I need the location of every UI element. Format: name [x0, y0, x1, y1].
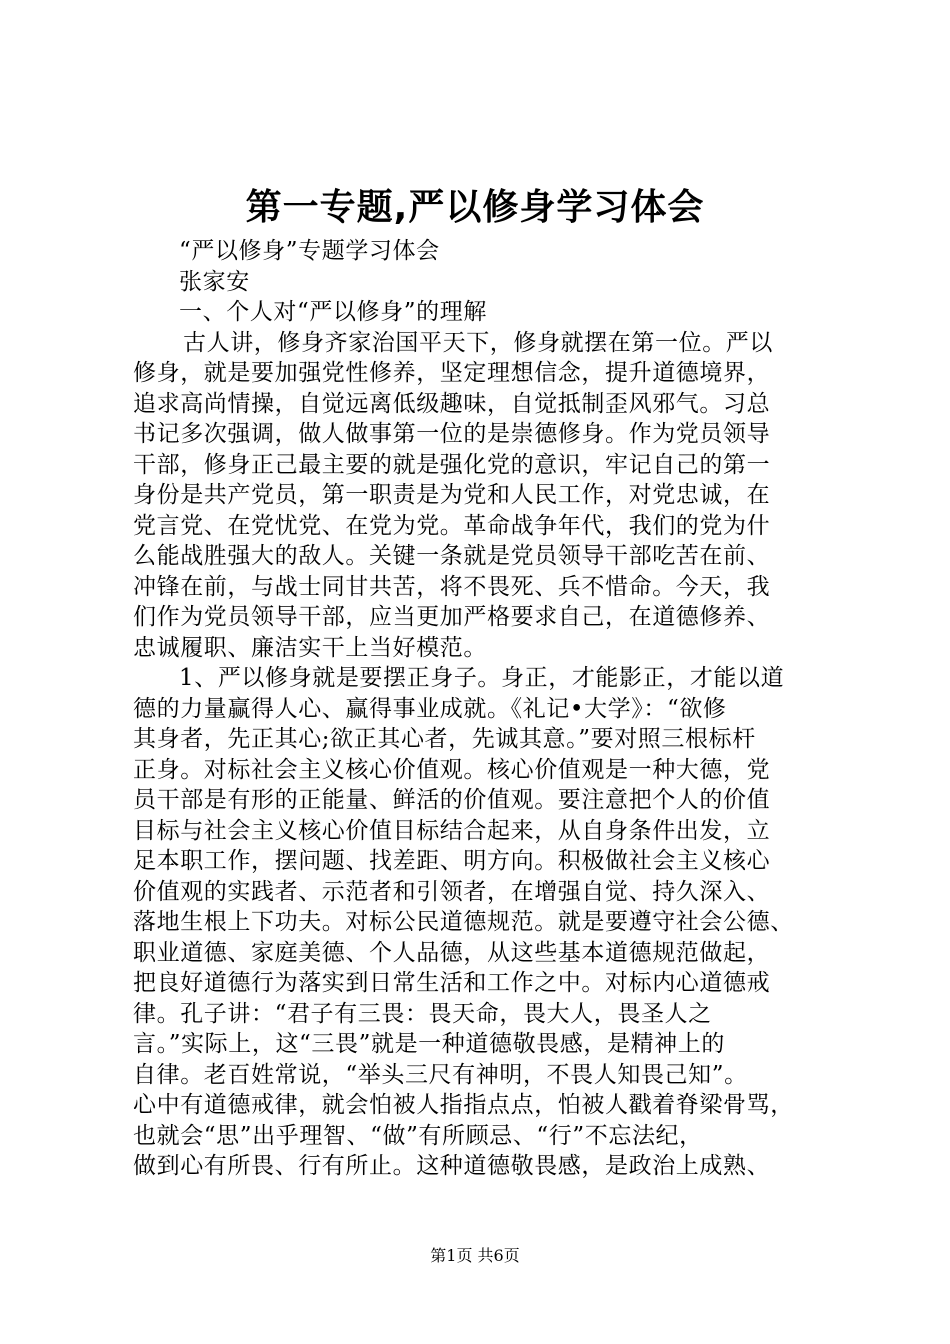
section-heading: 一、个人对“严以修身”的理解	[179, 299, 487, 325]
paragraph-line: 其身者，先正其心;欲正其心者，先诚其意。”要对照三根标杆	[133, 726, 756, 752]
paragraph-line: 么能战胜强大的敌人。关键一条就是党员领导干部吃苦在前、	[133, 543, 771, 569]
paragraph-line: 忠诚履职、廉洁实干上当好模范。	[133, 634, 487, 661]
paragraph-line: 追求高尚情操，自觉远离低级趣味，自觉抵制歪风邪气。习总	[133, 390, 771, 417]
paragraph-line: 干部，修身正己最主要的就是强化党的意识，牢记自己的第一	[133, 451, 771, 478]
paragraph-line: 身份是共产党员，第一职责是为党和人民工作，对党忠诚，在	[133, 482, 771, 508]
paragraph-line: 言。”实际上，这“三畏”就是一种道德敬畏感，是精神上的	[133, 1031, 725, 1057]
author-line: 张家安	[179, 268, 250, 295]
paragraph-line: 把良好道德行为落实到日常生活和工作之中。对标内心道德戒	[133, 970, 771, 996]
paragraph-line: 落地生根上下功夫。对标公民道德规范。就是要遵守社会公德、	[133, 909, 794, 935]
paragraph-line: 冲锋在前，与战士同甘共苦，将不畏死、兵不惜命。今天，我	[133, 573, 771, 600]
paragraph-line: 目标与社会主义核心价值目标结合起来，从自身条件出发，立	[133, 817, 771, 844]
paragraph-line: 做到心有所畏、行有所止。这种道德敬畏感，是政治上成熟、	[133, 1153, 771, 1179]
paragraph-line: 正身。对标社会主义核心价值观。核心价值观是一种大德，党	[133, 756, 771, 783]
page-footer: 第1页 共6页	[430, 1246, 520, 1265]
paragraph-line: 们作为党员领导干部，应当更加严格要求自己，在道德修养、	[133, 604, 771, 630]
paragraph-line: 职业道德、家庭美德、个人品德，从这些基本道德规范做起，	[133, 939, 771, 966]
document-title: 第一专题,严以修身学习体会	[245, 187, 705, 228]
paragraph-line: 员干部是有形的正能量、鲜活的价值观。要注意把个人的价值	[133, 787, 771, 813]
paragraph-line: 自律。老百姓常说，“举头三尺有神明，不畏人知畏己知”。	[133, 1061, 748, 1088]
paragraph-line: 党言党、在党忧党、在党为党。革命战争年代，我们的党为什	[133, 512, 771, 539]
paragraph-line: 修身，就是要加强党性修养，坚定理想信念，提升道德境界，	[133, 360, 771, 386]
paragraph-line: 德的力量赢得人心、赢得事业成就。《礼记•大学》：“欲修	[133, 695, 727, 722]
subtitle-line: “严以修身”专题学习体会	[179, 238, 440, 264]
paragraph-line: 也就会“思”出乎理智、“做”有所顾忌、“行”不忘法纪，	[133, 1122, 703, 1149]
paragraph-line: 书记多次强调，做人做事第一位的是崇德修身。作为党员领导	[133, 421, 771, 447]
paragraph-line: 1、严以修身就是要摆正身子。身正，才能影正，才能以道	[179, 665, 785, 691]
document-body	[133, 236, 833, 1182]
paragraph-line: 律。孔子讲：“君子有三畏：畏天命，畏大人，畏圣人之	[133, 1000, 712, 1027]
paragraph-line: 价值观的实践者、示范者和引领者，在增强自觉、持久深入、	[133, 878, 771, 905]
paragraph-line: 足本职工作，摆问题、找差距、明方向。积极做社会主义核心	[133, 848, 771, 874]
paragraph-line: 古人讲，修身齐家治国平天下，修身就摆在第一位。严以	[183, 329, 773, 356]
paragraph-line: 心中有道德戒律，就会怕被人指指点点，怕被人戳着脊梁骨骂，	[133, 1092, 794, 1118]
